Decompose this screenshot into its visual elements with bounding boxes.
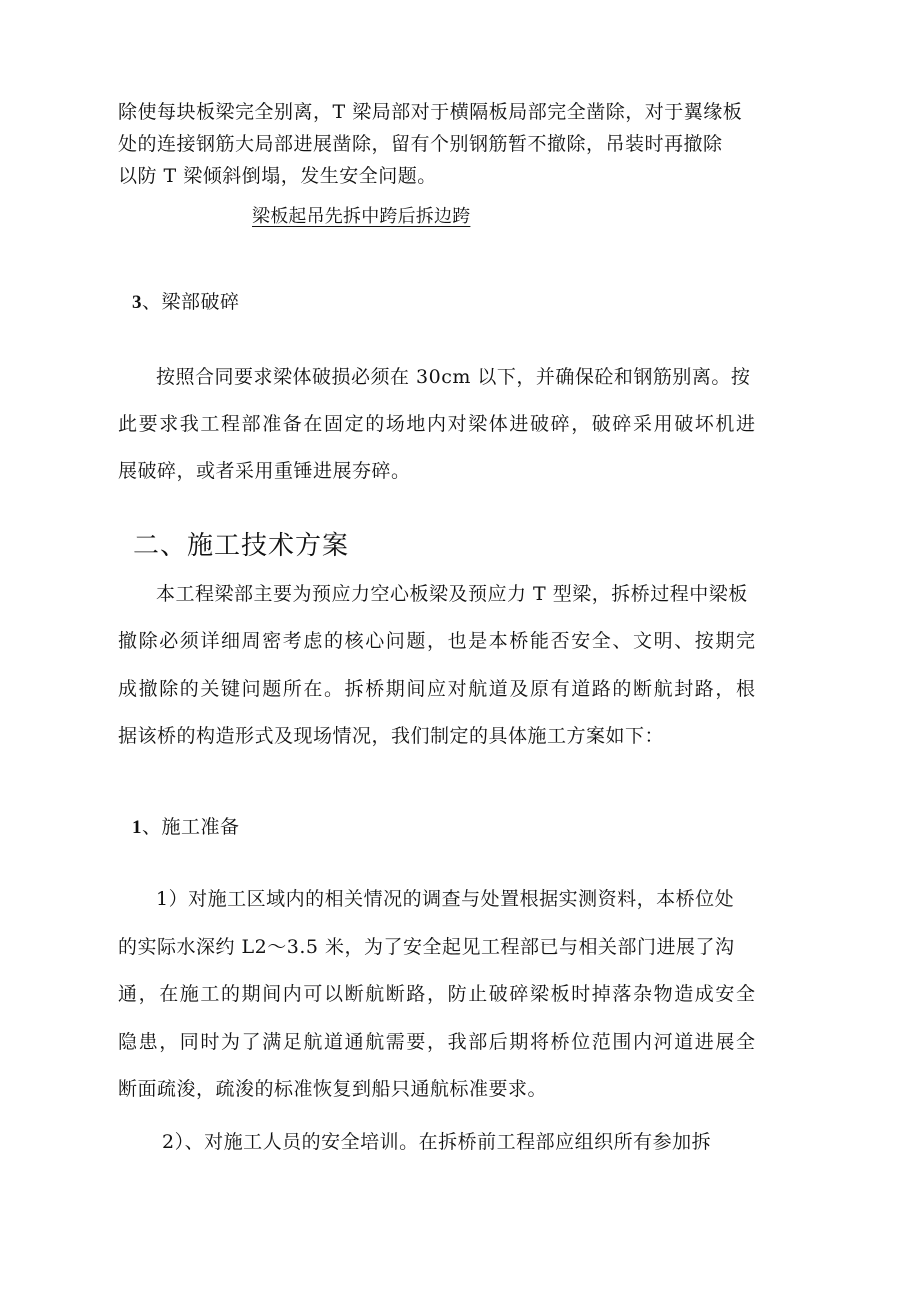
intro-line-1: 除使每块板梁完全别离，T 梁局部对于横隔板局部完全凿除，对于翼缘板 xyxy=(118,101,743,123)
section-3-line-1: 按照合同要求梁体破损必须在 30cm 以下，并确保砼和钢筋别离。按 xyxy=(156,366,751,388)
figure-caption: 梁板起吊先拆中跨后拆边跨 xyxy=(252,206,471,227)
chapter-2-line-2: 撤除必须详细周密考虑的核心问题，也是本桥能否安全、文明、按期完 xyxy=(118,630,757,652)
item-1-line-5: 断面疏浚，疏浚的标准恢复到船只通航标准要求。 xyxy=(118,1078,548,1100)
section-3-line-2: 此要求我工程部准备在固定的场地内对梁体进破碎，破碎采用破坏机进 xyxy=(118,413,757,435)
item-1-line-2: 的实际水深约 L2～3.5 米，为了安全起见工程部已与相关部门进展了沟 xyxy=(118,936,735,958)
chapter-2-line-4: 据该桥的构造形式及现场情况，我们制定的具体施工方案如下： xyxy=(118,725,665,747)
intro-line-3: 以防 T 梁倾斜倒塌，发生安全问题。 xyxy=(118,165,437,187)
section-3-number: 3 xyxy=(132,292,142,313)
section-1-heading xyxy=(132,815,240,840)
intro-line-2: 处的连接钢筋大局部进展凿除，留有个别钢筋暂不撤除，吊装时再撤除 xyxy=(118,133,723,155)
item-2-line-1: 2）、对施工人员的安全培训。在拆桥前工程部应组织所有参加拆 xyxy=(162,1131,712,1153)
section-1-number: 1 xyxy=(132,817,142,838)
section-1-title: 、施工准备 xyxy=(142,816,240,838)
section-3-line-3: 展破碎，或者采用重锤进展夯碎。 xyxy=(118,460,411,482)
section-3-title: 、梁部破碎 xyxy=(142,291,240,313)
item-1-line-3: 通，在施工的期间内可以断航断路，防止破碎梁板时掉落杂物造成安全 xyxy=(118,983,757,1005)
item-1-line-1: 1）对施工区域内的相关情况的调查与处置根据实测资料，本桥位处 xyxy=(156,888,735,910)
chapter-2-line-1: 本工程梁部主要为预应力空心板梁及预应力 T 型梁，拆桥过程中梁板 xyxy=(156,583,748,605)
item-1-line-4: 隐患，同时为了满足航道通航需要，我部后期将桥位范围内河道进展全 xyxy=(118,1031,757,1053)
chapter-2-heading: 二、施工技术方案 xyxy=(133,531,350,561)
chapter-2-line-3: 成撤除的关键问题所在。拆桥期间应对航道及原有道路的断航封路，根 xyxy=(118,678,757,700)
section-3-heading xyxy=(132,290,240,315)
